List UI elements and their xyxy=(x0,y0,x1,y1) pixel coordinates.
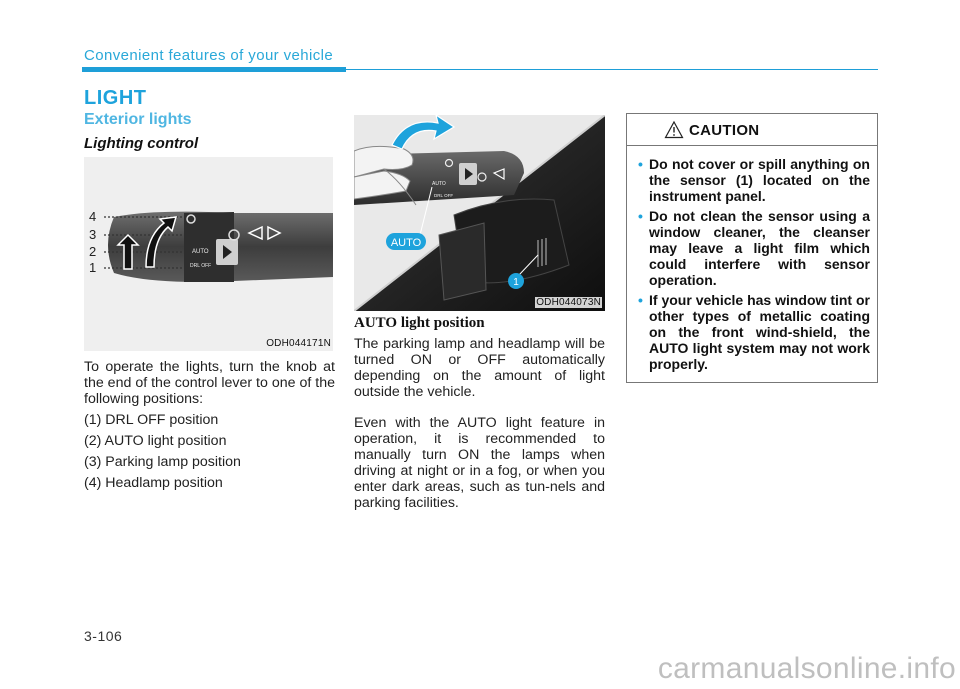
position-item: (2) AUTO light position xyxy=(84,433,227,449)
caution-header xyxy=(627,114,877,146)
switch-label-auto: AUTO xyxy=(432,181,446,187)
caution-item-text: If your vehicle has window tint or other types of metallic coating on the front wind-shield, the AUTO light system may not work properly. xyxy=(649,292,870,372)
header-rule xyxy=(346,69,878,70)
auto-light-figure xyxy=(354,115,605,311)
caution-item xyxy=(638,292,870,372)
warning-triangle-icon xyxy=(664,120,684,140)
switch-label-auto: AUTO xyxy=(192,249,209,255)
lighting-control-figure xyxy=(84,157,333,351)
auto-light-paragraph: The parking lamp and headlamp will be turned ON or OFF automatically depending on the amount of light outside the vehicle. xyxy=(354,336,605,400)
caution-box xyxy=(626,113,878,383)
position-item: (3) Parking lamp position xyxy=(84,454,241,470)
lighting-control-text xyxy=(84,359,335,496)
watermark: carmanualsonline.info xyxy=(657,652,956,685)
auto-light-text xyxy=(354,336,605,526)
caution-item xyxy=(638,208,870,288)
auto-callout: AUTO xyxy=(390,237,422,249)
switch-label-drl-off: DRL OFF xyxy=(434,193,454,198)
position-number-3: 3 xyxy=(89,227,97,242)
auto-light-illustration xyxy=(354,115,605,311)
caution-title: CAUTION xyxy=(689,122,760,139)
switch-label-drl-off: DRL OFF xyxy=(190,263,212,269)
caution-item-text: Do not clean the sensor using a window cleaner, the cleanser may leave a light film which could interfere with sensor operation. xyxy=(649,208,870,288)
header-accent-bar xyxy=(82,67,346,72)
caution-item xyxy=(638,156,870,204)
caution-item-text: Do not cover or spill anything on the sensor (1) located on the instrument panel. xyxy=(649,156,870,204)
subsubsection-title: Lighting control xyxy=(84,135,199,152)
caution-list xyxy=(638,156,870,376)
auto-light-heading: AUTO light position xyxy=(354,315,485,331)
bullet-icon: • xyxy=(638,292,643,308)
position-number-4: 4 xyxy=(89,209,97,224)
position-item: (4) Headlamp position xyxy=(84,475,223,491)
position-number-1: 1 xyxy=(89,260,97,275)
figure-code: ODH044171N xyxy=(266,338,331,349)
section-title: LIGHT xyxy=(84,87,147,109)
auto-light-paragraph: Even with the AUTO light feature in operation, it is recommended to manually turn ON the lamps when driving at night or in a fog, or when you enter dark areas, such as tun-nels and parking facilities. xyxy=(354,415,605,511)
position-item: (1) DRL OFF position xyxy=(84,412,219,428)
bullet-icon: • xyxy=(638,156,643,172)
chapter-header: Convenient features of your vehicle xyxy=(84,47,334,64)
page-number: 3-106 xyxy=(84,628,123,644)
sensor-callout: 1 xyxy=(513,277,519,288)
position-number-2: 2 xyxy=(89,244,97,259)
bullet-icon: • xyxy=(638,208,643,224)
figure-code: ODH044073N xyxy=(536,297,601,308)
lever-illustration xyxy=(84,157,333,351)
subsection-title: Exterior lights xyxy=(84,111,192,128)
lighting-intro: To operate the lights, turn the knob at the end of the control lever to one of the following positions: xyxy=(84,359,335,407)
